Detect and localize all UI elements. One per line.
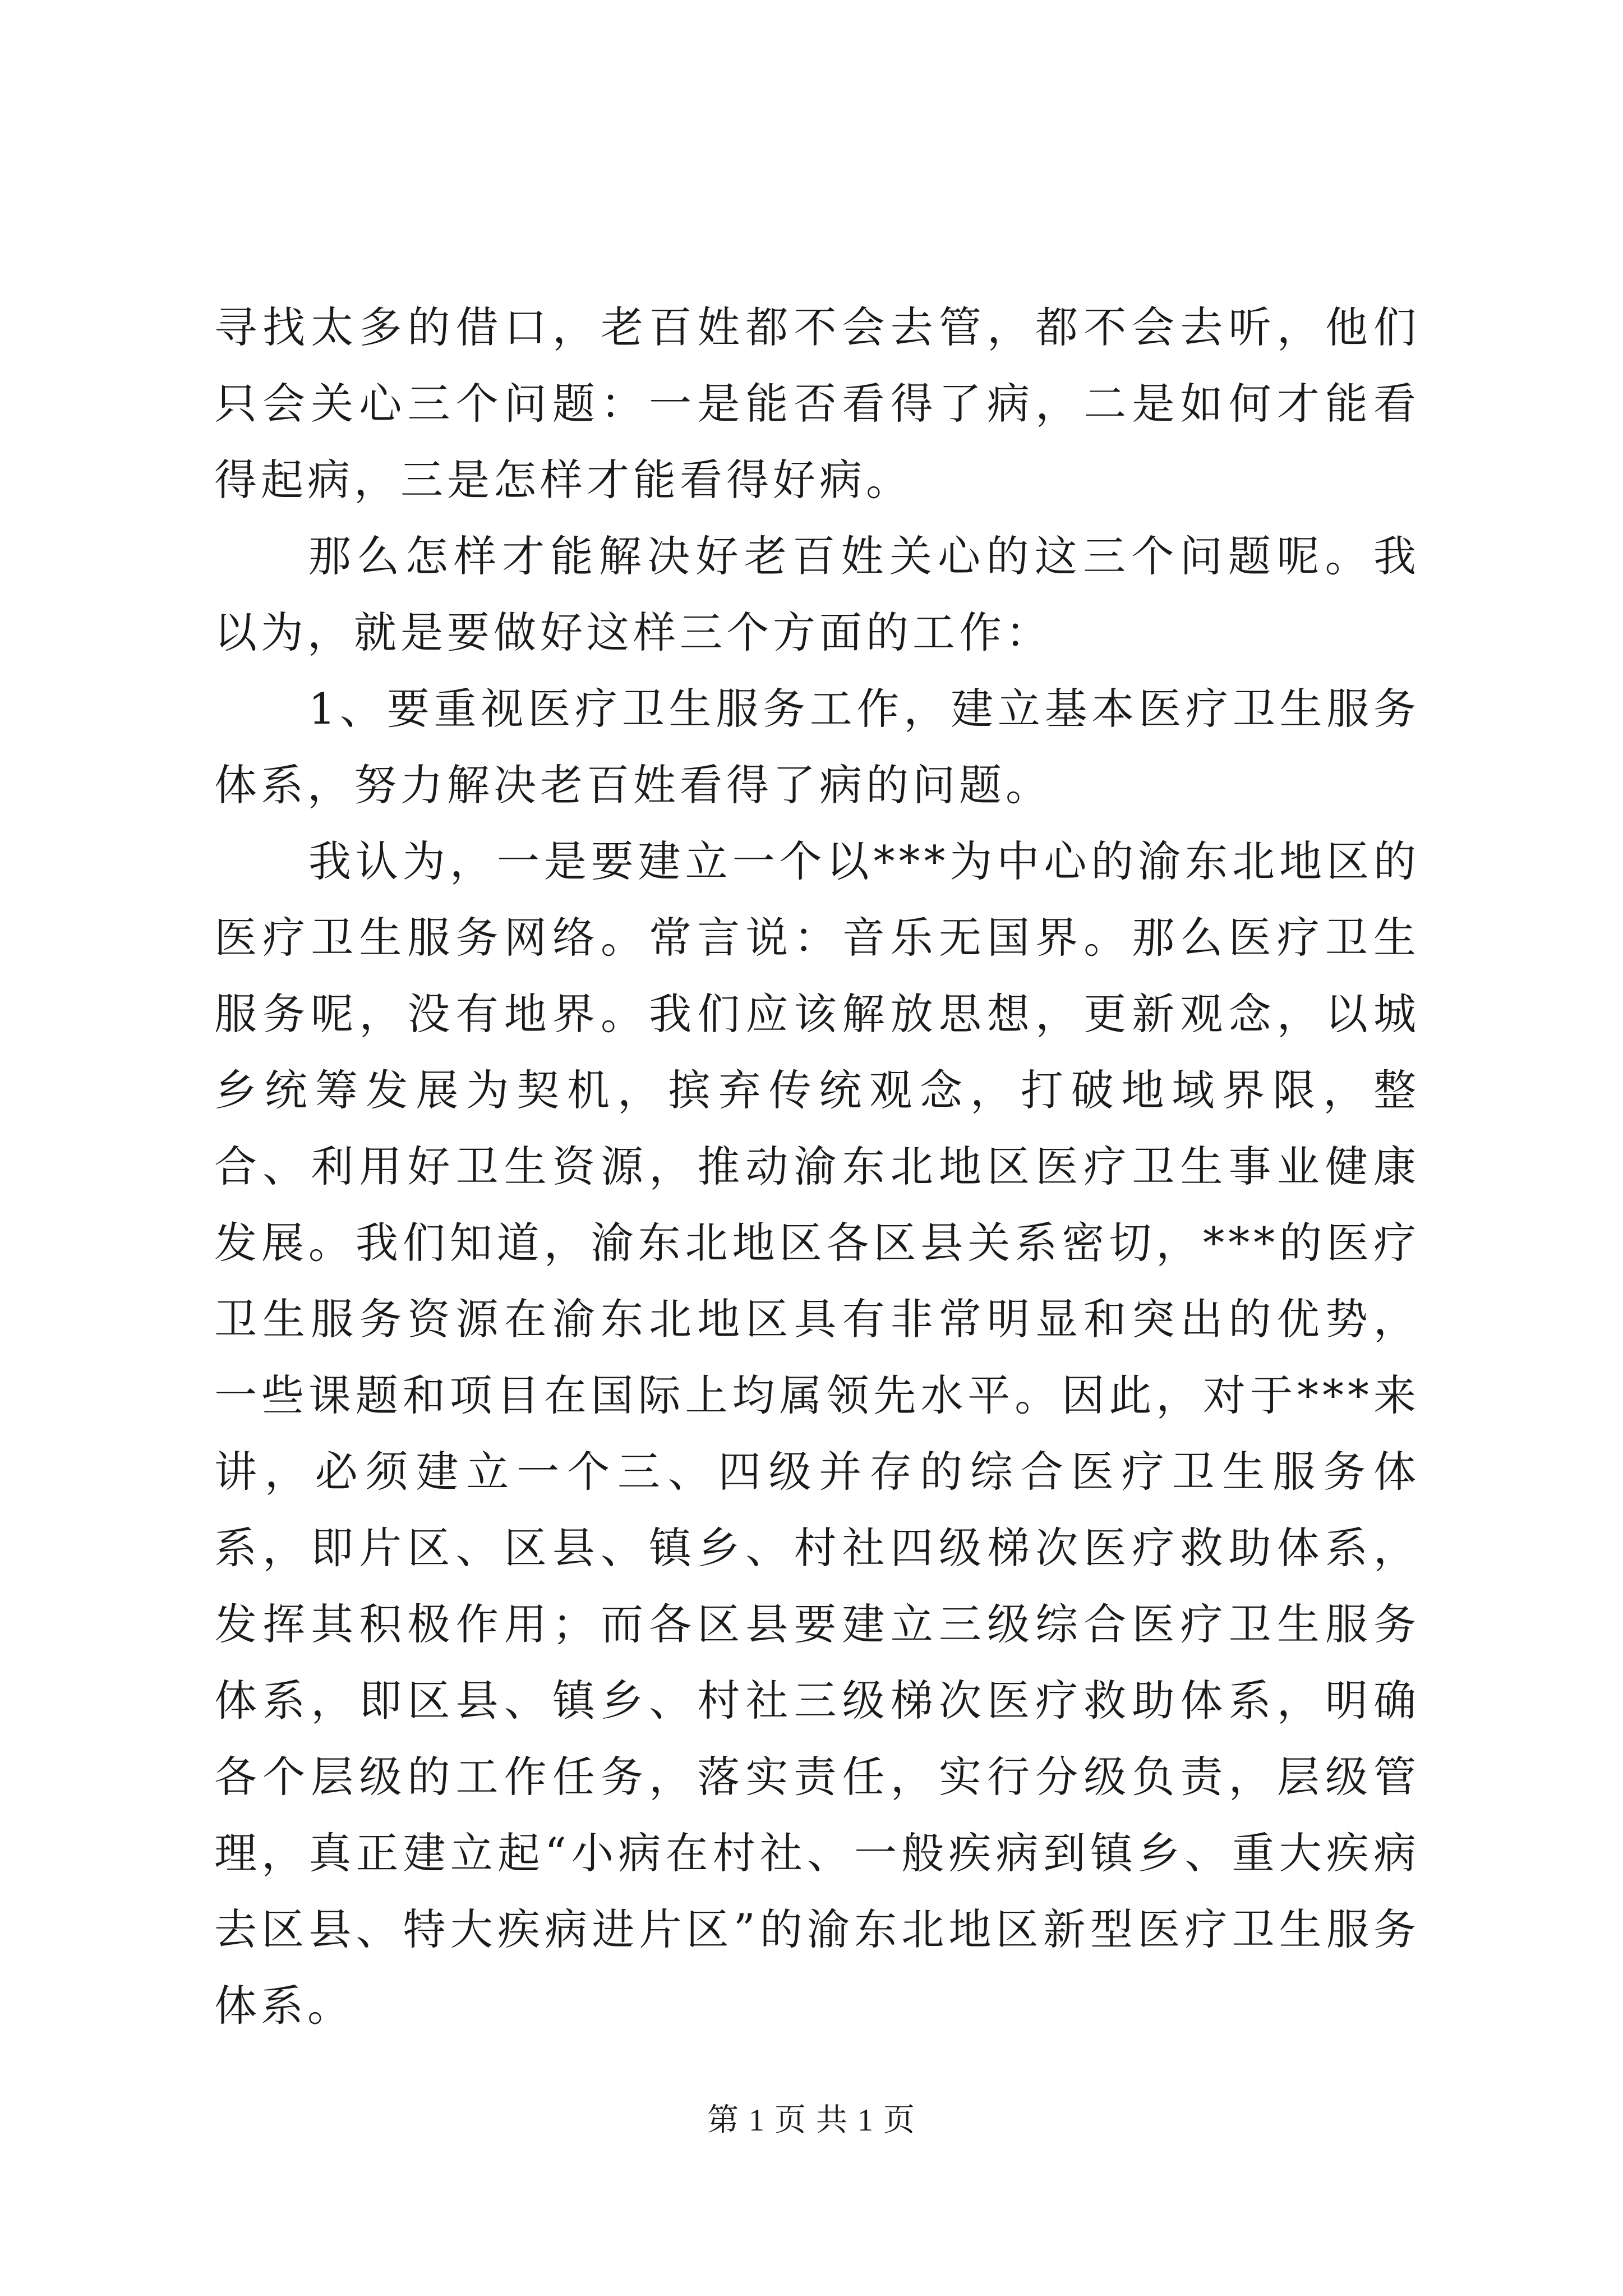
paragraph-continued: 寻找太多的借口，老百姓都不会去管，都不会去听，他们只会关心三个问题：一是能否看得了病，二是如何才能看得起病，三是怎样才能看得好病。 <box>214 302 1420 505</box>
paragraph: 那么怎样才能解决好老百姓关心的这三个问题呢。我以为，就是要做好这样三个方面的工作： <box>214 531 1420 657</box>
paragraph: 我认为，一是要建立一个以***为中心的渝东北地区的医疗卫生服务网络。常言说：音乐无国界。那么医疗卫生服务呢，没有地界。我们应该解放思想，更新观念，以城乡统筹发展为契机，摈弃传统观念，打破地域界限，整合、利用好卫生资源，推动渝东北地区医疗卫生事业健康发展。我们知道，渝东北地区各区县关系密切，***的医疗卫生服务资源在渝东北地区具有非常明显和突出的优势，一些课题和项目在国际上均属领先水平。因此，对于***来讲，必须建立一个三、四级并存的综合医疗卫生服务体系，即片区、区县、镇乡、村社四级梯次医疗救助体系，发挥其积极作用；而各区县要建立三级综合医疗卫生服务体系，即区县、镇乡、村社三级梯次医疗救助体系，明确各个层级的工作任务，落实责任，实行分级负责，层级管理，真正建立起“小病在村社、一般疾病到镇乡、重大疾病去区县、特大疾病进片区”的渝东北地区新型医疗卫生服务体系。 <box>214 836 1420 2031</box>
page-footer: 第 1 页 共 1 页 <box>707 2103 916 2138</box>
paragraph-heading-item-1: 1、要重视医疗卫生服务工作，建立基本医疗卫生服务体系，努力解决老百姓看得了病的问题。 <box>214 684 1420 810</box>
document-body <box>214 289 1420 2044</box>
